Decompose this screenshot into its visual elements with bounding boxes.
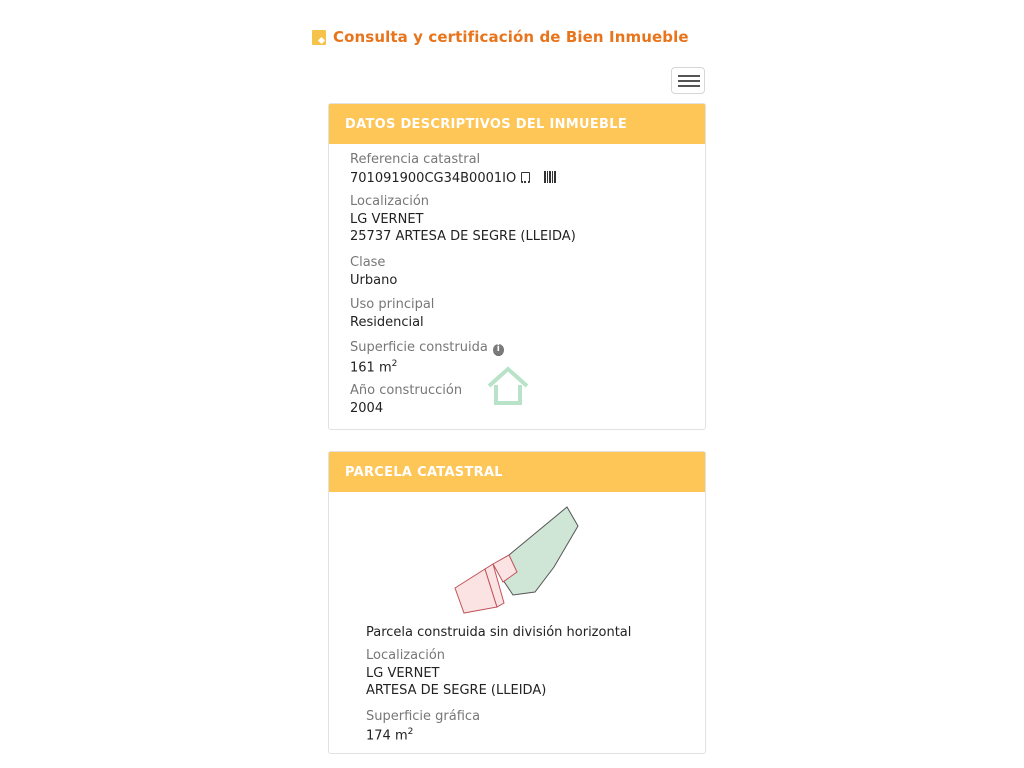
parcel-location-field	[366, 648, 546, 698]
parcel-location-line1: LG VERNET	[366, 666, 440, 681]
location-line2: 25737 ARTESA DE SEGRE (LLEIDA)	[350, 229, 576, 244]
house-icon	[487, 366, 529, 406]
card-header: DATOS DESCRIPTIVOS DEL INMUEBLE	[329, 104, 705, 144]
descriptive-data-card	[328, 103, 706, 430]
ref-label: Referencia catastral	[350, 152, 481, 167]
parcel-superficie-unit-exponent: 2	[407, 727, 414, 737]
info-icon[interactable]: i	[493, 344, 504, 356]
parcel-superficie-label: Superficie gráfica	[366, 709, 481, 724]
document-icon	[312, 30, 326, 45]
parcel-location-label: Localización	[366, 648, 446, 663]
hamburger-icon	[678, 85, 700, 87]
page-header	[312, 28, 689, 46]
hamburger-icon	[678, 80, 700, 82]
menu-button[interactable]	[671, 67, 705, 94]
ref-field	[350, 152, 557, 186]
barcode-icon[interactable]	[544, 171, 557, 183]
anio-value: 2004	[350, 401, 384, 416]
location-line1: LG VERNET	[350, 212, 424, 227]
card-header: PARCELA CATASTRAL	[329, 452, 705, 492]
hamburger-icon	[678, 75, 700, 77]
superficie-value: 161 m	[350, 360, 392, 376]
parcel-map[interactable]	[449, 502, 589, 622]
location-label: Localización	[350, 194, 430, 209]
parcel-location-line2: ARTESA DE SEGRE (LLEIDA)	[366, 683, 547, 698]
superficie-unit-exponent: 2	[391, 359, 398, 369]
copy-icon[interactable]	[521, 172, 530, 183]
parcel-card	[328, 451, 706, 754]
parcel-superficie-field	[366, 709, 480, 743]
uso-field	[350, 297, 434, 330]
clase-label: Clase	[350, 255, 386, 270]
clase-field	[350, 255, 397, 288]
clase-value: Urbano	[350, 273, 398, 288]
uso-label: Uso principal	[350, 297, 435, 312]
page-title: Consulta y certificación de Bien Inmueble	[333, 28, 689, 46]
anio-label: Año construcción	[350, 383, 463, 398]
parcel-superficie-value: 174 m	[366, 728, 408, 744]
superficie-field	[350, 340, 504, 375]
location-field	[350, 194, 576, 244]
parcel-description	[366, 625, 631, 640]
superficie-label: Superficie construida	[350, 340, 488, 355]
uso-value: Residencial	[350, 315, 424, 330]
anio-field	[350, 383, 462, 416]
ref-value: 701091900CG34B0001IO	[350, 171, 517, 186]
parcel-desc-text: Parcela construida sin división horizontal	[366, 625, 632, 640]
